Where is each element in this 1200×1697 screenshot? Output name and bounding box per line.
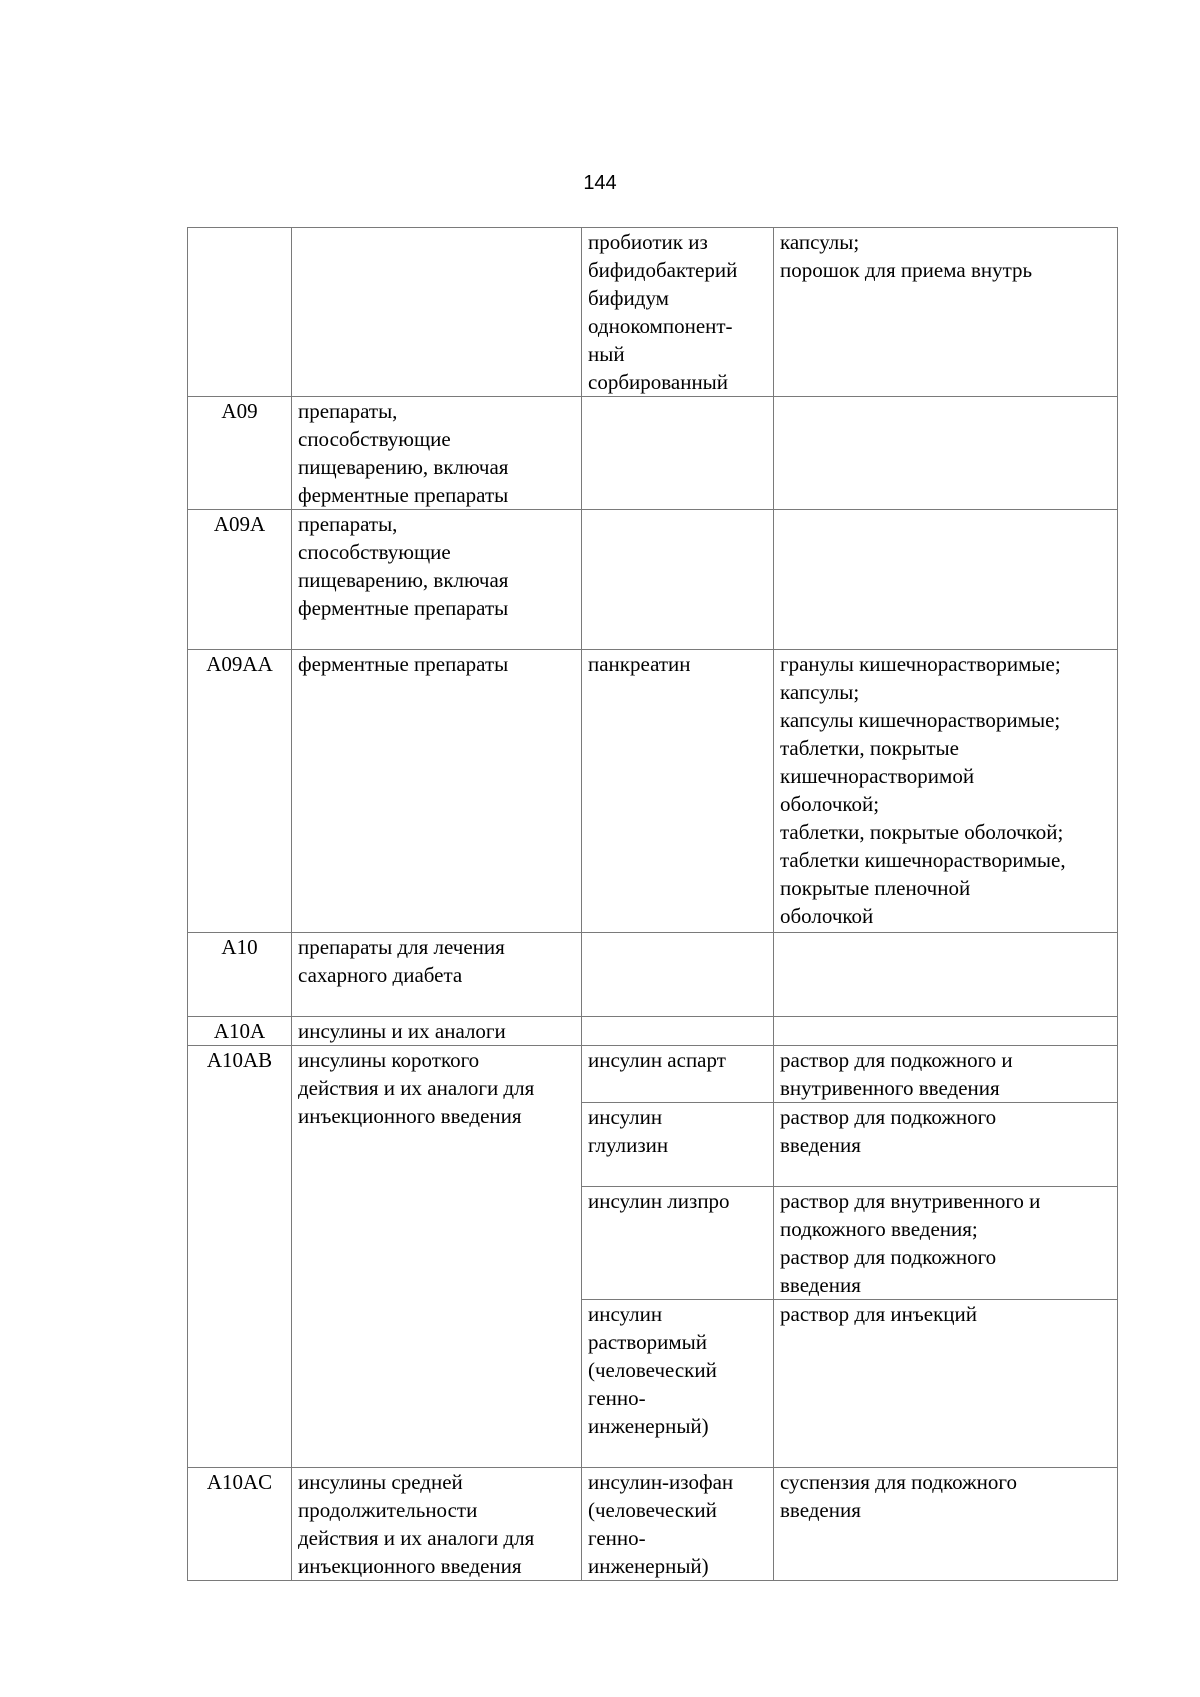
drug-name: панкреатин [582,650,774,933]
atc-code: A09 [188,397,292,510]
atc-code: A10A [188,1017,292,1046]
dosage-form: раствор для инъекций [774,1300,1118,1468]
atc-code: A09A [188,510,292,650]
drug-name [582,1017,774,1046]
dosage-form: раствор для внутривенного и подкожного введения; раствор для подкожного введения [774,1187,1118,1300]
drug-name: инсулин аспарт [582,1046,774,1103]
table-row [188,1046,1118,1103]
drug-name [582,397,774,510]
table-row [188,228,1118,397]
drug-name: инсулин лизпро [582,1187,774,1300]
dosage-form [774,510,1118,650]
drug-name: инсулин-изофан (человеческий генно- инженерный) [582,1468,774,1581]
group-name: ферментные препараты [292,650,582,933]
group-name: инсулины короткого действия и их аналоги для инъекционного введения [292,1046,582,1468]
dosage-form: капсулы; порошок для приема внутрь [774,228,1118,397]
atc-code: A10AC [188,1468,292,1581]
page-number: 144 [583,172,617,194]
table-row [188,1468,1118,1581]
group-name: препараты, способствующие пищеварению, включая ферментные препараты [292,397,582,510]
group-name: препараты для лечения сахарного диабета [292,933,582,1017]
drug-table [187,227,1118,1581]
table-row [188,933,1118,1017]
drug-name: инсулин глулизин [582,1103,774,1187]
dosage-form [774,397,1118,510]
dosage-form: раствор для подкожного и внутривенного введения [774,1046,1118,1103]
drug-name [582,510,774,650]
group-name: инсулины средней продолжительности действия и их аналоги для инъекционного введения [292,1468,582,1581]
group-name: препараты, способствующие пищеварению, включая ферментные препараты [292,510,582,650]
atc-code: A10 [188,933,292,1017]
table-row [188,397,1118,510]
table-row [188,650,1118,933]
atc-code: A09AA [188,650,292,933]
drug-name [582,933,774,1017]
dosage-form: раствор для подкожного введения [774,1103,1118,1187]
dosage-form [774,1017,1118,1046]
group-name [292,228,582,397]
table-row [188,1017,1118,1046]
drug-name: инсулин растворимый (человеческий генно- инженерный) [582,1300,774,1468]
table-row [188,510,1118,650]
drug-name: пробиотик из бифидобактерий бифидум однокомпонент- ный сорбированный [582,228,774,397]
dosage-form: суспензия для подкожного введения [774,1468,1118,1581]
atc-code: A10AB [188,1046,292,1468]
group-name: инсулины и их аналоги [292,1017,582,1046]
dosage-form [774,933,1118,1017]
dosage-form: гранулы кишечнорастворимые; капсулы; капсулы кишечнорастворимые; таблетки, покрытые кишечнорастворимой оболочкой; таблетки, покрытые оболочкой; таблетки кишечнорастворимые, покрытые пленочной оболочкой [774,650,1118,933]
atc-code [188,228,292,397]
